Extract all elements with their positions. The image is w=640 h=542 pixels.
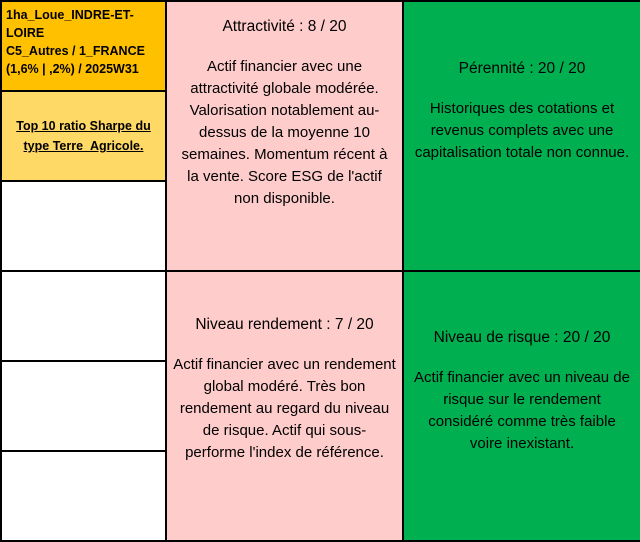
empty-cell-4 bbox=[2, 452, 167, 540]
rendement-panel bbox=[167, 272, 404, 540]
perennite-title: Pérennité : 20 / 20 bbox=[458, 60, 586, 77]
empty-cell-2 bbox=[2, 272, 167, 362]
asset-category: C5_Autres / 1_FRANCE bbox=[6, 44, 145, 58]
perennite-text: Historiques des cotations et revenus complets avec une capitalisation totale non connue. bbox=[414, 100, 630, 161]
attractivite-text: Actif financier avec une attractivité globale modérée. Valorisation notablement au-dessus de la moyenne 10 semaines. Momentum récent à la vente. Score ESG de l'actif non disponible. bbox=[181, 58, 388, 207]
risque-panel bbox=[404, 272, 640, 540]
perennite-panel bbox=[404, 2, 640, 272]
risque-title: Niveau de risque : 20 / 20 bbox=[433, 329, 611, 346]
asset-name: 1ha_Loue_INDRE-ET-LOIRE bbox=[6, 8, 134, 40]
attractivite-panel bbox=[167, 2, 404, 272]
risque-text: Actif financier avec un niveau de risque sur le rendement considéré comme très faible voire inexistant. bbox=[414, 369, 630, 452]
rendement-title: Niveau rendement : 7 / 20 bbox=[195, 316, 374, 333]
empty-cell-3 bbox=[2, 362, 167, 452]
attractivite-title: Attractivité : 8 / 20 bbox=[222, 18, 347, 35]
asset-info-cell bbox=[2, 2, 167, 92]
asset-stats: (1,6% | ,2%) / 2025W31 bbox=[6, 62, 139, 76]
rendement-text: Actif financier avec un rendement global modéré. Très bon rendement au regard du niveau de risque. Actif qui sous-performe l'index de référence. bbox=[173, 356, 396, 461]
top10-link[interactable]: Top 10 ratio Sharpe du type Terre_Agricole. bbox=[16, 119, 151, 153]
empty-cell-1 bbox=[2, 182, 167, 272]
top10-cell bbox=[2, 92, 167, 182]
